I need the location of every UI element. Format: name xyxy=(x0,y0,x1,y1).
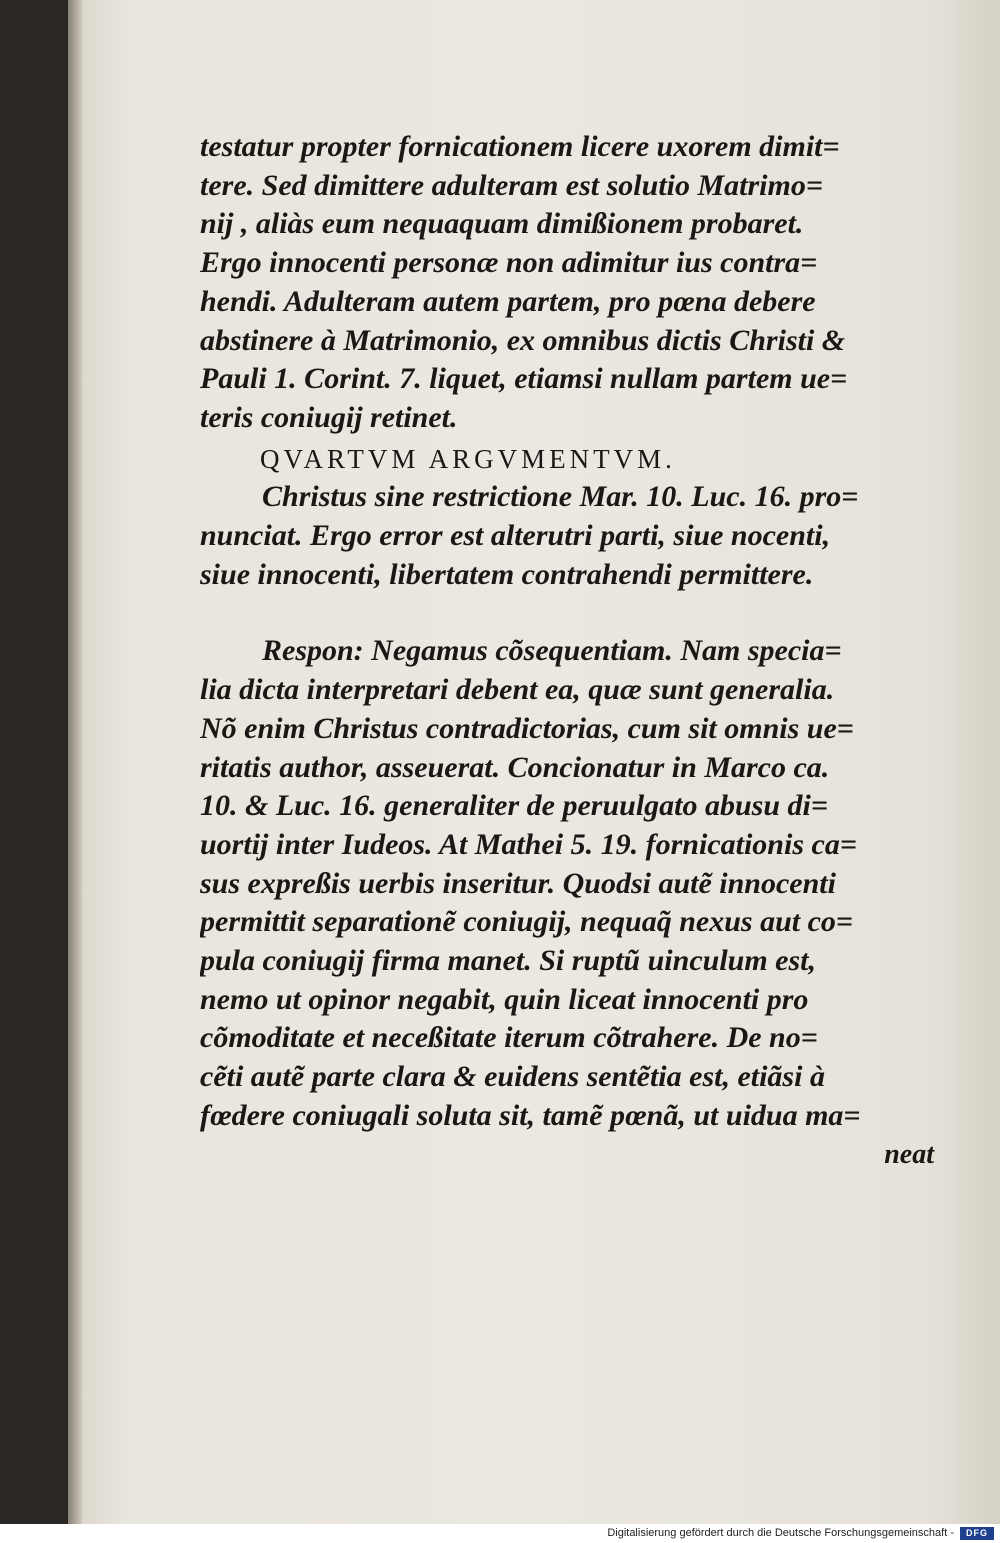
response-line: fœdere coniugali soluta sit, tamẽ pœnã, ut uidua ma= xyxy=(200,1098,861,1132)
text-line: hendi. Adulteram autem partem, pro pœna debere xyxy=(200,284,816,318)
catchword: neat xyxy=(884,1138,934,1170)
response-line: Nõ enim Christus contradictorias, cum sit omnis ue= xyxy=(200,711,854,745)
dfg-logo-icon: DFG xyxy=(960,1527,994,1540)
text-line: testatur propter fornicationem licere uxorem dimit= xyxy=(200,130,840,163)
page-text xyxy=(200,128,970,1174)
response-line: sus expreßis uerbis inseritur. Quodsi autẽ innocenti xyxy=(200,866,836,900)
response-line: nemo ut opinor negabit, quin liceat innocenti pro xyxy=(200,982,809,1016)
page-binding-edge xyxy=(68,0,82,1524)
argument-line: Christus sine restrictione Mar. 10. Luc. 16. pro= xyxy=(262,480,859,514)
response-line: permittit separationẽ coniugij, nequaq̃ nexus aut co= xyxy=(200,905,853,939)
text-line: tere. Sed dimittere adulteram est solutio Matrimo= xyxy=(200,168,823,202)
argument-line: siue innocenti, libertatem contrahendi permittere. xyxy=(200,557,814,591)
text-line: Ergo innocenti personæ non adimitur ius contra= xyxy=(200,246,818,280)
footer-bar xyxy=(0,1524,1000,1543)
section-heading: QVARTVM ARGVMENTVM. xyxy=(260,443,676,474)
paragraph-gap xyxy=(200,594,970,632)
response-line: uortij inter Iudeos. At Mathei 5. 19. fornicationis ca= xyxy=(200,827,857,861)
response-line: 10. & Luc. 16. generaliter de peruulgato abusu di= xyxy=(200,789,828,823)
response-line: cõmoditate et neceßitate iterum cõtrahere. De no= xyxy=(200,1021,818,1055)
footer-credit: Digitalisierung gefördert durch die Deutsche Forschungsgemeinschaft - xyxy=(607,1527,954,1539)
response-line: pula coniugij firma manet. Si ruptũ uinculum est, xyxy=(200,944,816,978)
argument-line: nunciat. Ergo error est alterutri parti, siue nocenti, xyxy=(200,519,831,553)
response-line: ritatis author, asseuerat. Concionatur in Marco ca. xyxy=(200,750,830,784)
response-line: lia dicta interpretari debent ea, quæ sunt generalia. xyxy=(200,673,835,707)
text-line: abstinere à Matrimonio, ex omnibus dictis Christi & xyxy=(200,323,846,357)
text-line: nij , aliàs eum nequaquam dimißionem probaret. xyxy=(200,207,804,241)
response-line: Respon: Negamus cõsequentiam. Nam specia= xyxy=(262,634,842,668)
response-line: cẽti autẽ parte clara & euidens sentẽtia est, etiãsi à xyxy=(200,1060,825,1094)
text-line: Pauli 1. Corint. 7. liquet, etiamsi nullam partem ue= xyxy=(200,362,848,396)
text-line: teris coniugij retinet. xyxy=(200,400,458,434)
